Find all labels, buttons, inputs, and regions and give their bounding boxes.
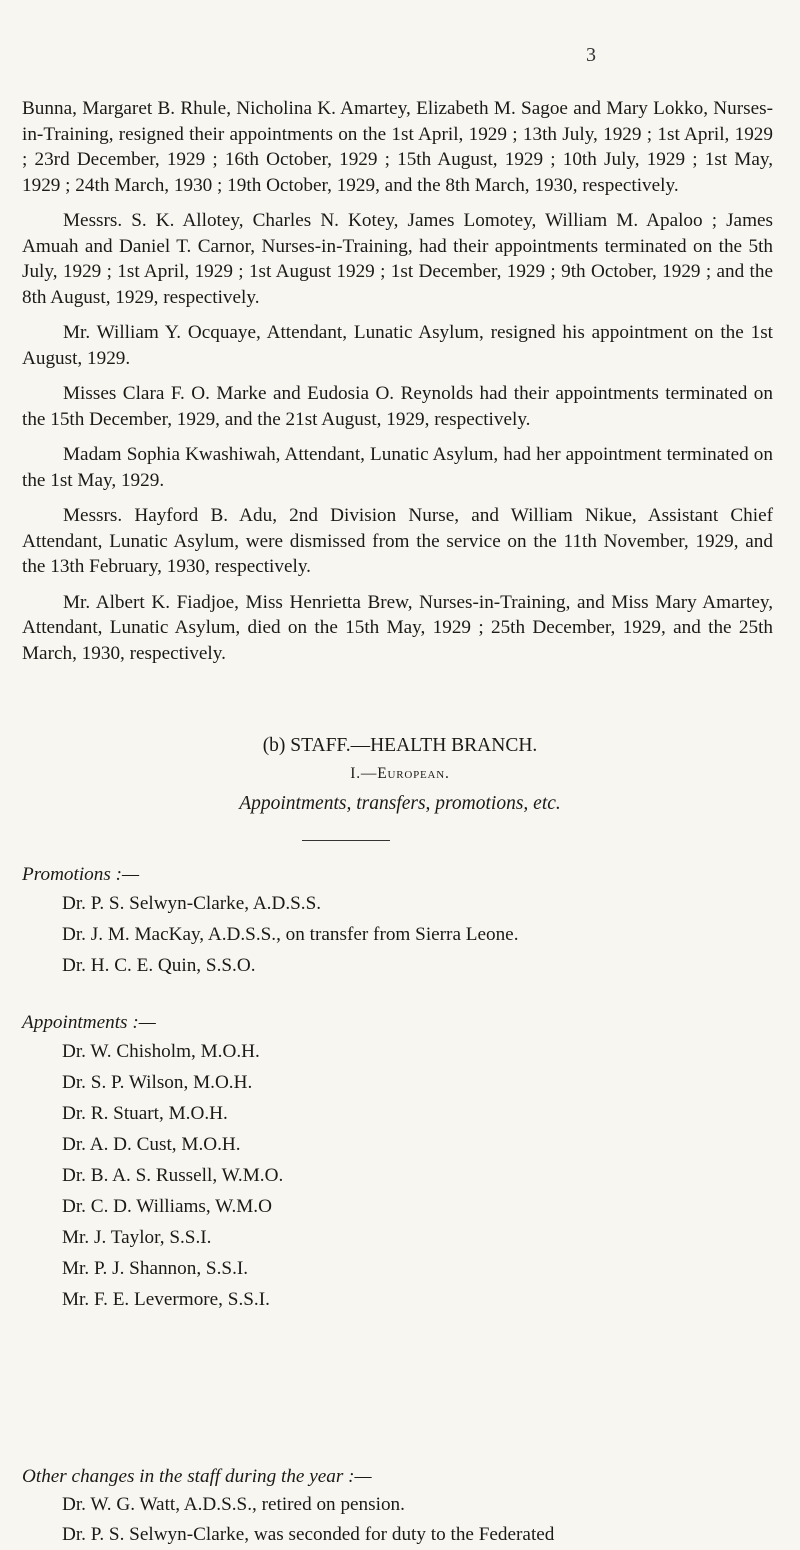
paragraph-resignations: Bunna, Margaret B. Rhule, Nicholina K. Amartey, Elizabeth M. Sagoe and Mary Lokko, Nurses-in-Training, resigned their appointments on the 1st April, 1929 ; 13th July, 1929 ; 1st April, 1929 ; 23rd December, 1929 ; 16th October, 1929 ; 15th August, 1929 ; 10th July, 1929 ; 1st May, 1929 ; 24th March, 1930 ; 19th October, 1929, and the 8th March, 1930, respectively.: [22, 98, 773, 196]
paragraph-ocquaye: Mr. William Y. Ocquaye, Attendant, Lunatic Asylum, resigned his appointment on the 1st August, 1929.: [22, 322, 773, 369]
list-item: Dr. A. D. Cust, M.O.H.: [62, 1134, 241, 1155]
body-text: [22, 96, 773, 666]
page-number: 3: [586, 44, 596, 66]
promotions-section: [22, 862, 782, 981]
divider: [302, 840, 390, 841]
list-item: Dr. W. G. Watt, A.D.S.S., retired on pension.: [62, 1494, 405, 1515]
list-item: Dr. H. C. E. Quin, S.S.O.: [62, 955, 256, 976]
other-changes-title: Other changes in the staff during the year :—: [22, 1466, 372, 1487]
appointments-title: Appointments :—: [22, 1012, 156, 1033]
list-item: Dr. R. Stuart, M.O.H.: [62, 1103, 228, 1124]
other-changes-section: [22, 1464, 782, 1550]
subsection-subtitle: Appointments, transfers, promotions, etc.: [239, 793, 561, 814]
appointments-section: [22, 1010, 782, 1315]
list-item: Dr. P. S. Selwyn-Clarke, was seconded for duty to the Federated: [62, 1524, 555, 1545]
paragraph-dismissals: Messrs. Hayford B. Adu, 2nd Division Nurse, and William Nikue, Assistant Chief Attendant, Lunatic Asylum, were dismissed from the service on the 11th November, 1929, and the 13th February, 1930, respectively.: [22, 505, 773, 577]
paragraph-misses: Misses Clara F. O. Marke and Eudosia O. Reynolds had their appointments terminated on the 15th December, 1929, and the 21st August, 1929, respectively.: [22, 383, 773, 430]
section-heading: (b) STAFF.—HEALTH BRANCH.: [262, 735, 538, 756]
subsection-heading: I.—European.: [350, 765, 450, 782]
paragraph-kwashiwah: Madam Sophia Kwashiwah, Attendant, Lunatic Asylum, had her appointment terminated on the 1st May, 1929.: [22, 444, 773, 491]
list-item: Mr. P. J. Shannon, S.S.I.: [62, 1258, 249, 1279]
list-item: Dr. S. P. Wilson, M.O.H.: [62, 1072, 253, 1093]
promotions-title: Promotions :—: [22, 864, 140, 885]
list-item: Dr. C. D. Williams, W.M.O: [62, 1196, 272, 1217]
list-item: Dr. B. A. S. Russell, W.M.O.: [62, 1165, 284, 1186]
paragraph-terminations: Messrs. S. K. Allotey, Charles N. Kotey, James Lomotey, William M. Apaloo ; James Amuah and Daniel T. Carnor, Nurses-in-Training, had their appointments terminated on the 5th July, 1929 ; 1st April, 1929 ; 1st August 1929 ; 1st December, 1929 ; 9th October, 1929 ; and the 8th August, 1929, respectively.: [22, 210, 773, 308]
list-item: Mr. J. Taylor, S.S.I.: [62, 1227, 212, 1248]
list-item: Mr. F. E. Levermore, S.S.I.: [62, 1289, 270, 1310]
list-item: Dr. P. S. Selwyn-Clarke, A.D.S.S.: [62, 893, 322, 914]
paragraph-deaths: Mr. Albert K. Fiadjoe, Miss Henrietta Brew, Nurses-in-Training, and Miss Mary Amartey, Attendant, Lunatic Asylum, died on the 15th May, 1929 ; 25th December, 1929, and the 25th March, 1930, respectively.: [22, 591, 773, 664]
list-item: Dr. J. M. MacKay, A.D.S.S., on transfer from Sierra Leone.: [62, 924, 519, 945]
list-item: Dr. W. Chisholm, M.O.H.: [62, 1041, 260, 1062]
